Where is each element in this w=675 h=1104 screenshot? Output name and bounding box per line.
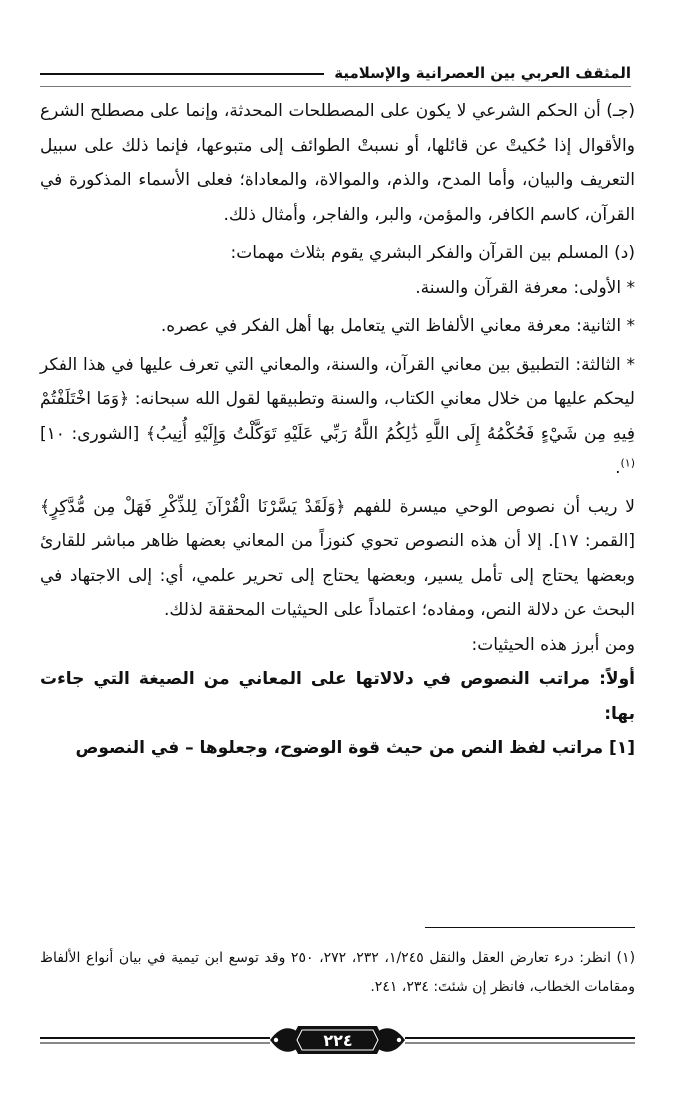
quran-verse-qamar: ﴿وَلَقَدْ يَسَّرْنَا الْقُرْآنَ لِلذِّكْرِ فَهَلْ مِن مُّدَّكِرٍ﴾ xyxy=(40,496,346,517)
paragraph-aspects-intro: ومن أبرز هذه الحيثيات: xyxy=(471,634,635,655)
footnote-separator xyxy=(425,927,635,928)
footnote-1: (١) انظر: درء تعارض العقل والنقل ١/٢٤٥، ٢٣٢، ٢٧٢، ٢٥٠ وقد توسع ابن تيمية في بيان أنواع الألفاظ ومقامات الخطاب، فانظر إن شئتَ: ٢٣٤، ٢٤١. xyxy=(40,950,636,995)
task-third-text: * الثالثة: التطبيق بين معاني القرآن، والسنة، والمعاني التي تعرف عليها في هذا الفكر ليحكم عليها من خلال معاني الكتاب، والسنة وتطبيقها لقول الله سبحانه: xyxy=(40,354,635,409)
header-rule xyxy=(40,73,324,75)
footnotes xyxy=(40,944,635,1002)
paragraph-revelation xyxy=(40,490,635,628)
header-underline xyxy=(40,86,631,87)
running-header xyxy=(40,60,631,86)
task-first: * الأولى: معرفة القرآن والسنة. xyxy=(415,277,635,298)
paragraph-revelation-intro: لا ريب أن نصوص الوحي ميسرة للفهم xyxy=(353,496,635,517)
subheading-text-levels: [١] مراتب لفظ النص من حيث قوة الوضوح، وجعلوها – في النصوص xyxy=(75,738,635,758)
quran-verse-shura: ﴿وَمَا اخْتَلَفْتُمْ فِيهِ مِن شَيْءٍ فَحُكْمُهُ إِلَى اللَّهِ ذَٰلِكُمُ اللَّهُ رَبِّي عَلَيْهِ تَوَكَّلْتُ وَإِلَيْهِ أُنِيبُ﴾ xyxy=(40,389,635,444)
body-text xyxy=(40,94,635,766)
paragraph-revelation-body: [القمر: ١٧]. إلا أن هذه النصوص تحوي كنوزاً من المعاني بعضها ظاهر مباشر للقارئ وبعضها يحتاج إلى تأمل يسير، وبعضها يحتاج إلى تحرير علمي، أي: إلى الاجتهاد في البحث عن دلالة النص، ومفاده؛ اعتماداً على الحيثيات المحققة لذلك. xyxy=(40,531,636,620)
paragraph-dal: (د) المسلم بين القرآن والفكر البشري يقوم بثلاث مهمات: xyxy=(230,243,635,263)
heading-first-level: أولاً: مراتب النصوص في دلالاتها على المعاني من الصيغة التي جاءت بها: xyxy=(40,669,635,724)
quran-reference-shura: [الشورى: ١٠] xyxy=(40,423,140,444)
task-second: * الثانية: معرفة معاني الألفاظ التي يتعامل بها أهل الفكر في عصره. xyxy=(160,316,635,336)
task-third: * الثالثة: التطبيق بين معاني القرآن، والسنة، والمعاني التي تعرف عليها في هذا الفكر ليحكم عليها من خلال معاني الكتاب، والسنة وتطبيقها لقول الله سبحانه: ﴿وَمَا اخْتَلَفْتُمْ فِيهِ مِن شَيْءٍ فَحُكْمُهُ إِلَى اللَّهِ ذَٰلِكُمُ اللَّهُ رَبِّي عَلَيْهِ تَوَكَّلْتُ وَإِلَيْهِ أُنِيبُ﴾ [الشورى: ١٠]$^{(١)}$. xyxy=(40,354,635,478)
page-number: ٢٢٤ xyxy=(323,1030,353,1050)
footnote-marker: (١) xyxy=(620,456,635,470)
paragraph-jeem: (جـ) أن الحكم الشرعي لا يكون على المصطلحات المحدثة، وإنما على مصطلح الشرع والأقوال إذا حُكيتْ عن قائلها، أو نسبتْ الطوائف إلى متبوعها، فإنما ذلك على سبيل التعريف والبيان، وأما المدح، والذم، والموالاة، والمعاداة؛ فعلى الأسماء المذكورة في القرآن، كاسم الكافر، والمؤمن، والبر، والفاجر، وأمثال ذلك. xyxy=(40,101,635,225)
running-header-title: المثقف العربي بين العصرانية والإسلامية xyxy=(334,64,631,82)
